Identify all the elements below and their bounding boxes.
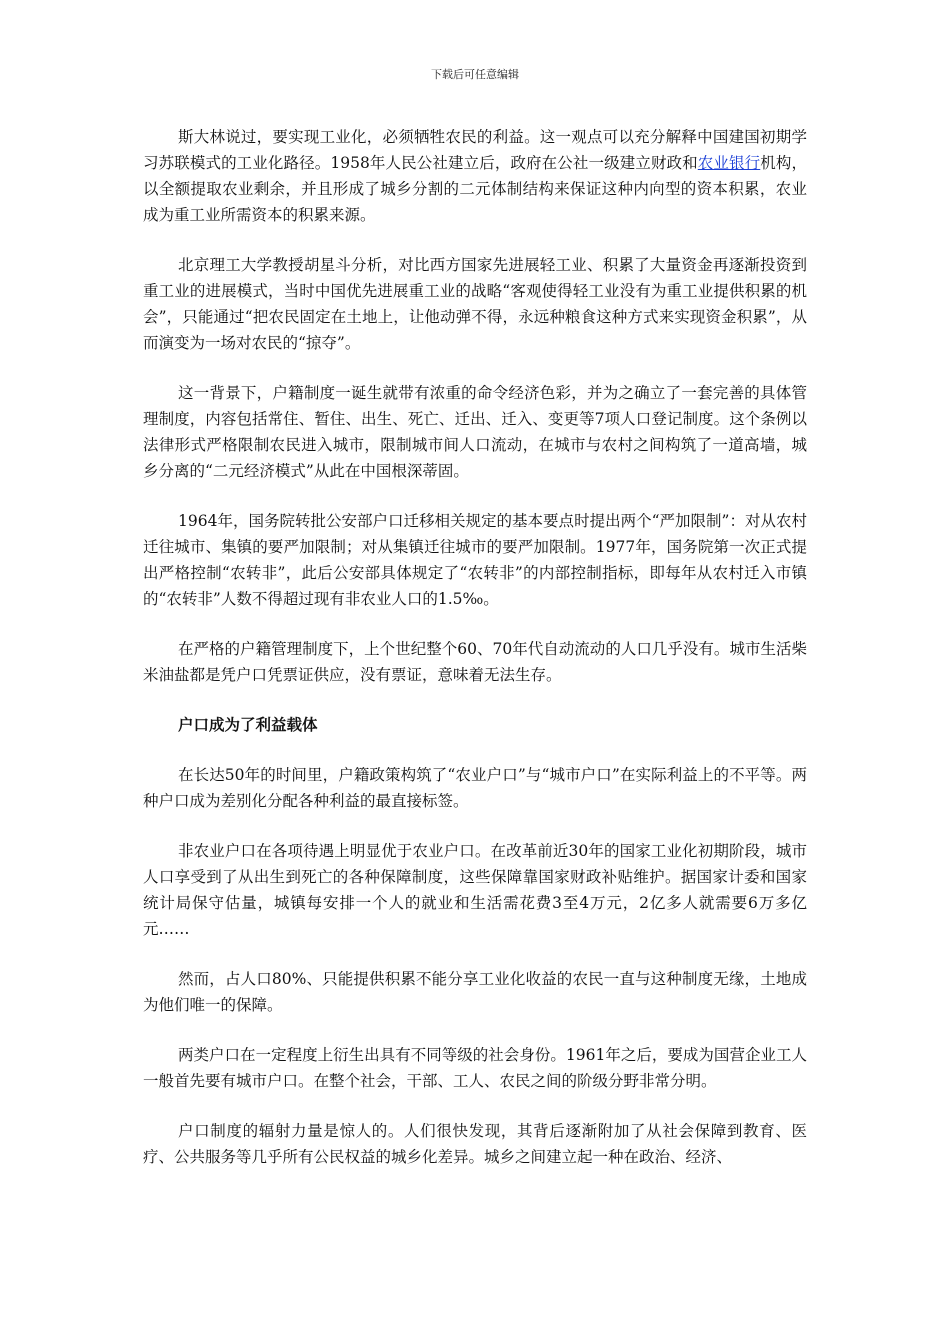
page-header: 下载后可任意编辑 [431, 68, 519, 81]
paragraph [143, 124, 807, 228]
paragraph: 然而，占人口80%、只能提供积累不能分享工业化收益的农民一直与这种制度无缘，土地成为他们唯一的保障。 [143, 970, 807, 1014]
paragraph: 两类户口在一定程度上衍生出具有不同等级的社会身份。1961年之后，要成为国营企业工人一般首先要有城市户口。在整个社会，干部、工人、农民之间的阶级分野非常分明。 [143, 1046, 807, 1090]
paragraph: 这一背景下，户籍制度一诞生就带有浓重的命令经济色彩，并为之确立了一套完善的具体管理制度，内容包括常住、暂住、出生、死亡、迁出、迁入、变更等7项人口登记制度。这个条例以法律形式严格限制农民进入城市，限制城市间人口流动，在城市与农村之间构筑了一道高墙，城乡分离的“二元经济模式”从此在中国根深蒂固。 [143, 384, 807, 480]
paragraph: 1964年，国务院转批公安部户口迁移相关规定的基本要点时提出两个“严加限制”：对从农村迁往城市、集镇的要严加限制；对从集镇迁往城市的要严加限制。1977年，国务院第一次正式提出严格控制“农转非”，此后公安部具体规定了“农转非”的内部控制指标，即每年从农村迁入市镇的“农转非”人数不得超过现有非农业人口的1.5‰。 [143, 512, 807, 608]
paragraph: 在严格的户籍管理制度下，上个世纪整个60、70年代自动流动的人口几乎没有。城市生活柴米油盐都是凭户口凭票证供应，没有票证，意味着无法生存。 [143, 640, 807, 684]
section-heading: 户口成为了利益载体 [178, 716, 318, 734]
paragraph: 非农业户口在各项待遇上明显优于农业户口。在改革前近30年的国家工业化初期阶段，城市人口享受到了从出生到死亡的各种保障制度，这些保障靠国家财政补贴维护。据国家计委和国家统计局保守估量，城镇每安排一个人的就业和生活需花费3至4万元，2亿多人就需要6万多亿元…… [143, 842, 807, 938]
paragraph-text: 斯大林说过，要实现工业化，必须牺牲农民的利益。这一观点可以充分解释中国建国初期学习苏联模式的工业化路径。1958年人民公社建立后，政府在公社一级建立财政和 [143, 128, 807, 172]
paragraph-text: 机构，以全额提取农业剩余，并且形成了城乡分割的二元体制结构来保证这种内向型的资本积累，农业成为重工业所需资本的积累来源。 [143, 154, 807, 224]
document-body [143, 124, 807, 1194]
paragraph: 北京理工大学教授胡星斗分析，对比西方国家先进展轻工业、积累了大量资金再逐渐投资到重工业的进展模式，当时中国优先进展重工业的战略“客观使得轻工业没有为重工业提供积累的机会”，只能通过“把农民固定在土地上，让他动弹不得，永远种粮食这种方式来实现资金积累”，从而演变为一场对农民的“掠夺”。 [143, 256, 807, 352]
paragraph: 在长达50年的时间里，户籍政策构筑了“农业户口”与“城市户口”在实际利益上的不平等。两种户口成为差别化分配各种利益的最直接标签。 [143, 766, 807, 810]
agricultural-bank-link[interactable]: 农业银行 [697, 154, 761, 172]
paragraph: 户口制度的辐射力量是惊人的。人们很快发现，其背后逐渐附加了从社会保障到教育、医疗、公共服务等几乎所有公民权益的城乡化差异。城乡之间建立起一种在政治、经济、 [143, 1122, 807, 1166]
